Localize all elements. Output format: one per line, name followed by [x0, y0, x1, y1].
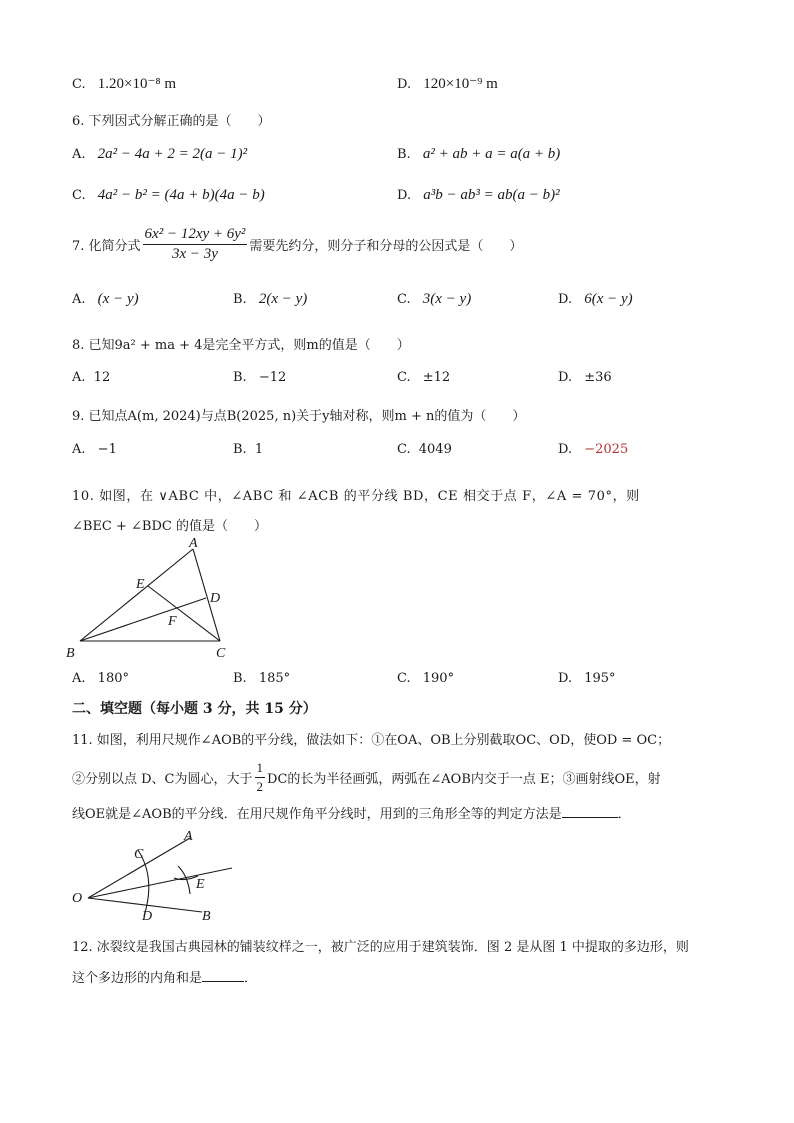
fraction-numerator: 6x² − 12xy + 6y²	[143, 226, 248, 245]
q9-option-c	[397, 442, 452, 457]
label-o: O	[72, 891, 83, 906]
q12-line2-text: 这个多边形的内角和是	[72, 971, 203, 986]
option-text: 1.20×10⁻⁸ m	[97, 76, 177, 92]
option-text: −2025	[584, 442, 629, 457]
option-label: D.	[558, 292, 573, 307]
option-text: 195°	[584, 671, 616, 686]
option-text: 6(x − y)	[584, 291, 633, 307]
q6-option-a	[72, 146, 247, 163]
label-e: E	[196, 877, 205, 892]
option-label: B.	[233, 292, 247, 307]
q11-line2-prefix: ②分别以点 D、C为圆心，大于	[72, 772, 253, 787]
q6-option-d	[397, 187, 560, 204]
q12-stem-line1: 12. 冰裂纹是我国古典园林的铺装纹样之一，被广泛的应用于建筑装饰．图 2 是从图 1 中提取的多边形，则	[72, 940, 689, 955]
option-label: C.	[397, 671, 411, 686]
q11-stem-line3	[72, 803, 631, 822]
option-text: 12	[93, 370, 111, 385]
q7-fraction	[143, 226, 248, 263]
option-label: D.	[558, 442, 573, 457]
option-text: 180°	[97, 671, 129, 686]
q7-option-b	[233, 291, 307, 308]
option-label: C.	[397, 292, 411, 307]
q7-stem	[72, 226, 522, 263]
q10-option-d	[558, 671, 616, 686]
option-text: (x − y)	[97, 291, 139, 307]
option-label: A.	[72, 147, 86, 162]
option-text: 1	[254, 442, 264, 457]
option-text: ±36	[584, 370, 612, 385]
q6-stem: 6. 下列因式分解正确的是（ ）	[72, 114, 271, 129]
option-label: C.	[397, 442, 411, 457]
option-text: 190°	[422, 671, 455, 686]
q9-stem: 9. 已知点A(m, 2024)与点B(2025, n)关于y轴对称，则m + n的值为（ ）	[72, 409, 526, 424]
option-label: D.	[397, 77, 412, 92]
bisector-bd	[80, 598, 206, 641]
option-text: a² + ab + a = a(a + b)	[422, 146, 561, 162]
label-a: A	[184, 829, 193, 844]
q8-option-c	[397, 370, 450, 385]
q8-stem: 8. 已知9a² + ma + 4是完全平方式，则m的值是（ ）	[72, 338, 410, 353]
option-label: A.	[72, 671, 86, 686]
option-label: D.	[558, 370, 573, 385]
q11-stem-line2	[72, 760, 661, 795]
option-label: C.	[72, 77, 86, 92]
fraction-numerator: 1	[255, 760, 266, 778]
label-d: D	[210, 591, 221, 606]
answer-blank[interactable]	[202, 969, 244, 982]
q12-line2-end: ．	[244, 971, 258, 986]
option-text: 120×10⁻⁹ m	[423, 76, 498, 92]
q11-line3-text: 线OE就是∠AOB的平分线．在用尺规作角平分线时，用到的三角形全等的判定方法是	[72, 807, 562, 822]
option-label: D.	[558, 671, 573, 686]
q7-stem-suffix: 需要先约分，则分子和分母的公因式是（ ）	[249, 239, 523, 254]
option-label: B.	[233, 671, 247, 686]
fraction-denominator: 3x − 3y	[172, 246, 218, 262]
q11-line2-suffix: DC的长为半径画弧，两弧在∠AOB内交于一点 E；③画射线OE，射	[267, 772, 661, 787]
label-b: B	[202, 909, 211, 924]
option-label: C.	[397, 370, 411, 385]
option-text: −12	[258, 370, 287, 385]
q8-option-a	[72, 370, 110, 385]
q10-stem-line2: ∠BEC + ∠BDC 的值是（ ）	[72, 519, 267, 534]
option-label: B.	[233, 370, 247, 385]
q6-option-b	[397, 146, 560, 163]
q9-option-b	[233, 442, 263, 457]
q9-option-d	[558, 442, 628, 457]
option-text: ±12	[422, 370, 451, 385]
option-label: B.	[397, 147, 411, 162]
q7-stem-prefix: 7. 化简分式	[72, 239, 141, 254]
label-a: A	[189, 536, 198, 551]
option-text: 2(x − y)	[258, 291, 308, 307]
option-label: D.	[397, 188, 412, 203]
q6-option-c	[72, 187, 265, 204]
label-c: C	[134, 847, 144, 862]
label-d: D	[142, 909, 153, 924]
label-c: C	[216, 646, 226, 661]
label-f: F	[168, 614, 177, 629]
angle-bisector-figure	[60, 826, 250, 924]
q10-option-c	[397, 671, 454, 686]
option-text: 4a² − b² = (4a + b)(4a − b)	[97, 187, 265, 203]
option-text: 185°	[258, 671, 291, 686]
q7-option-c	[397, 291, 471, 308]
option-text: 4049	[418, 442, 452, 457]
q5-option-d	[397, 74, 498, 93]
q12-stem-line2	[72, 967, 257, 986]
q11-stem-line1: 11. 如图，利用尺规作∠AOB的平分线，做法如下：①在OA、OB上分别截取OC、OD，使OD = OC；	[72, 733, 671, 748]
option-label: C.	[72, 188, 86, 203]
q9-option-a	[72, 442, 117, 457]
fraction-denominator: 2	[256, 779, 264, 794]
q7-option-a	[72, 291, 139, 308]
q10-option-a	[72, 671, 129, 686]
q10-option-b	[233, 671, 290, 686]
label-b: B	[66, 646, 75, 661]
triangle-figure	[60, 535, 240, 665]
ray-oe	[88, 868, 232, 898]
option-label: A.	[72, 292, 86, 307]
option-text: 2a² − 4a + 2 = 2(a − 1)²	[97, 146, 248, 162]
q5-option-c	[72, 74, 176, 93]
q11-line3-end: ．	[617, 807, 631, 822]
option-text: −1	[97, 442, 117, 457]
option-label: B.	[233, 442, 247, 457]
option-label: A.	[72, 370, 86, 385]
q10-stem-line1: 10. 如图，在 ∨ABC 中，∠ABC 和 ∠ACB 的平分线 BD，CE 相交于点 F，∠A = 70°，则	[72, 489, 640, 504]
q7-option-d	[558, 291, 633, 308]
section-title: 二、填空题（每小题 3 分，共 15 分）	[72, 701, 317, 717]
q8-option-d	[558, 370, 612, 385]
label-e: E	[136, 577, 145, 592]
answer-blank[interactable]	[562, 805, 618, 818]
option-text: 3(x − y)	[422, 291, 472, 307]
q11-fraction	[255, 760, 266, 795]
q8-option-b	[233, 370, 286, 385]
option-text: a³b − ab³ = ab(a − b)²	[423, 187, 560, 203]
option-label: A.	[72, 442, 86, 457]
